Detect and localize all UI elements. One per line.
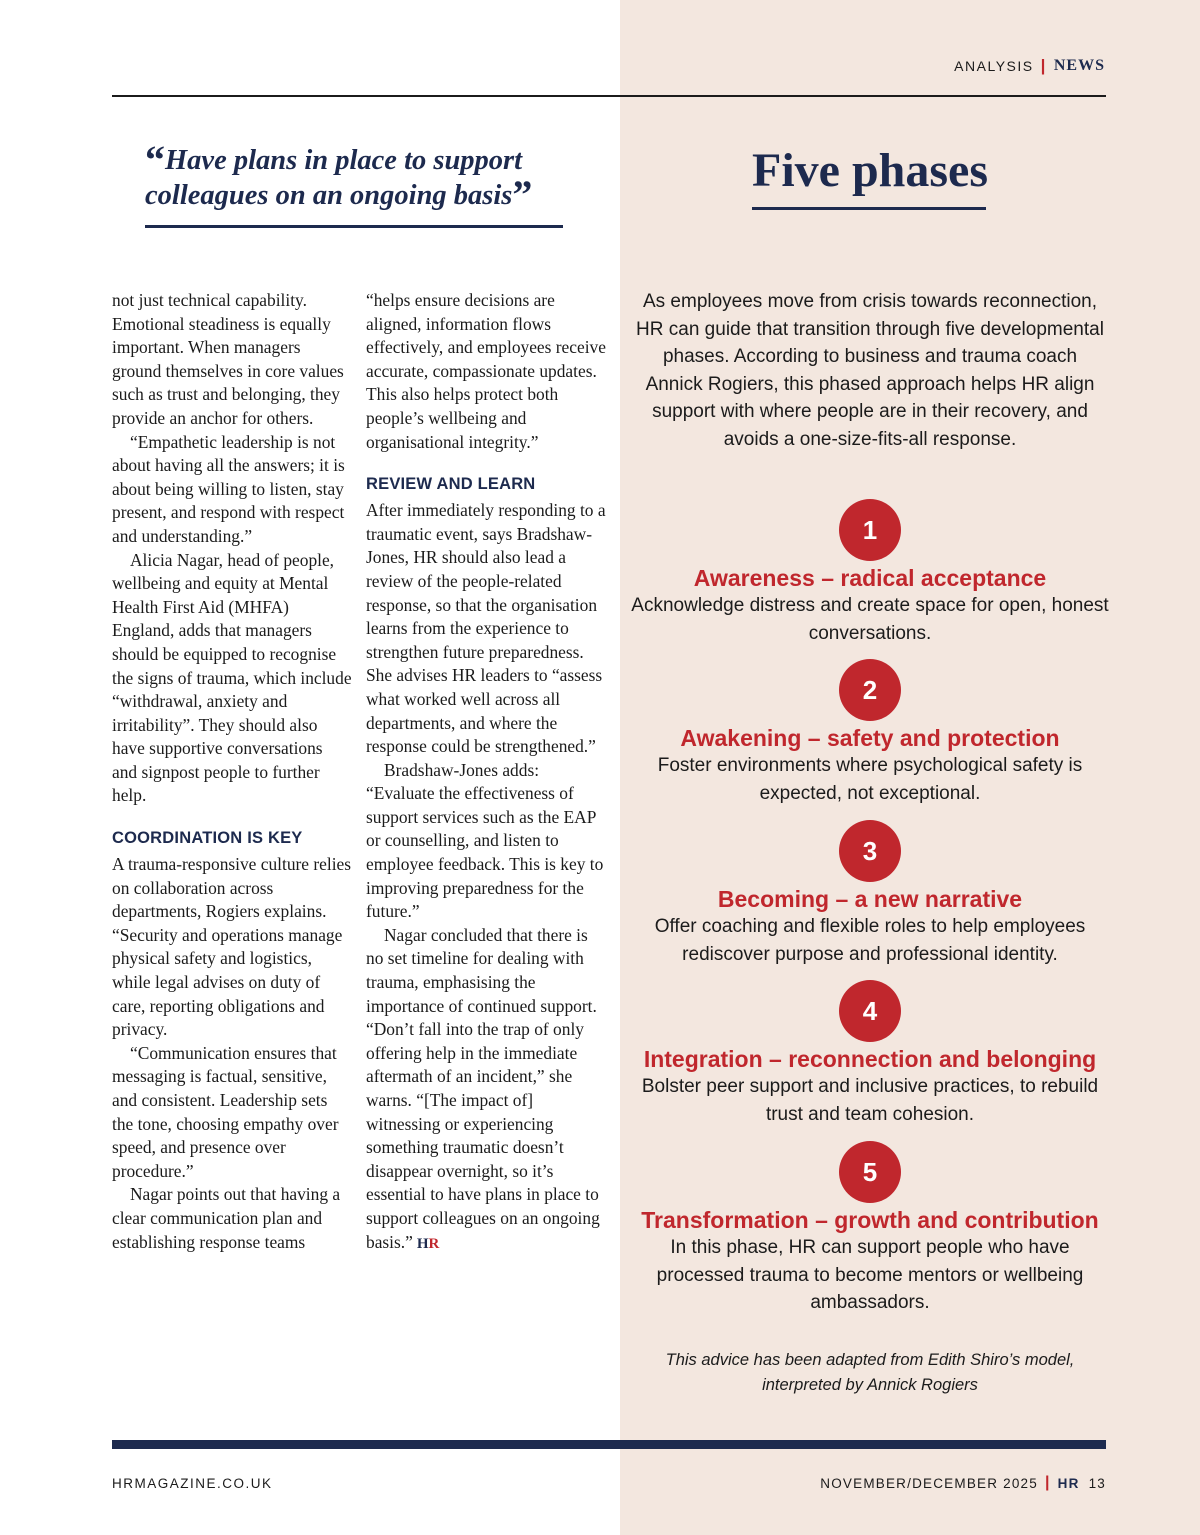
phase-item: [630, 499, 1110, 647]
phase-number-badge: 4: [839, 980, 901, 1042]
section-heading: COORDINATION IS KEY: [112, 829, 303, 848]
section-heading: REVIEW AND LEARN: [366, 475, 536, 494]
open-quote-icon: “: [145, 137, 165, 182]
phase-description: Foster environments where psychological safety is expected, not exceptional.: [657, 755, 1083, 804]
phase-item: [630, 820, 1110, 968]
phase-number-badge: 2: [839, 659, 901, 721]
footer-separator: |: [1044, 1474, 1051, 1491]
hr-end-mark-icon: [417, 1236, 440, 1252]
paragraph: After immediately responding to a traumatic event, says Bradshaw-Jones, HR should also lead a review of the people-related response, so that the organisation learns from the experience to strengthen future preparedness. She advises HR leaders to “assess what worked well across all departments, and where the response could be strengthened.”: [366, 500, 606, 757]
phase-number-badge: 5: [839, 1141, 901, 1203]
phase-number-badge: 3: [839, 820, 901, 882]
phase-title: Integration – reconnection and belonging: [643, 1046, 1097, 1072]
hr-end-mark-h: H: [416, 1235, 429, 1252]
phase-description: Offer coaching and flexible roles to help employees rediscover purpose and professional identity.: [654, 916, 1086, 965]
phase-item: [630, 659, 1110, 807]
category-label: NEWS: [1053, 57, 1105, 74]
close-quote-icon: ”: [512, 172, 533, 217]
bottom-divider: [112, 1440, 1106, 1449]
header-separator: |: [1040, 56, 1047, 75]
phase-description: Acknowledge distress and create space for open, honest conversations.: [631, 595, 1109, 644]
paragraph: “Empathetic leadership is not about having all the answers; it is about being willing to listen, stay present, and respond with respect and understanding.”: [112, 431, 345, 546]
paragraph: Bradshaw-Jones adds: “Evaluate the effectiveness of support services such as the EAP or counselling, and listen to employee feedback. This is key to improving preparedness for the future.”: [366, 759, 604, 922]
footer-brand: HR: [1057, 1475, 1080, 1491]
paragraph: “Communication ensures that messaging is factual, sensitive, and consistent. Leadership sets the tone, choosing empathy over speed, and presence over procedure.”: [112, 1042, 339, 1181]
paragraph-text: Nagar concluded that there is no set timeline for dealing with trauma, emphasising the importance of continued support. “Don’t fall into the trap of only offering help in the immediate aftermath of an incident,” she warns. “[The impact of] witnessing or experiencing something traumatic doesn’t disappear overnight, so it’s essential to have plans in place to support colleagues on an ongoing basis.”: [366, 924, 600, 1252]
phase-item: [630, 1141, 1110, 1317]
page-number: 13: [1088, 1475, 1106, 1491]
footer-issue-date: NOVEMBER/DECEMBER 2025: [820, 1475, 1038, 1491]
paragraph: “helps ensure decisions are aligned, information flows effectively, and employees receive accurate, compassionate updates. This also helps protect both people’s wellbeing and organisational integrity.”: [366, 290, 606, 452]
paragraph: [366, 924, 606, 1256]
phase-title: Transformation – growth and contribution: [641, 1207, 1099, 1233]
article-column-1: [112, 289, 352, 1254]
pull-quote: [145, 137, 575, 217]
phase-title: Awakening – safety and protection: [680, 725, 1060, 751]
sidebar-title-underline: [752, 207, 986, 210]
footer-website: HRMAGAZINE.CO.UK: [112, 1476, 273, 1491]
hr-end-mark-r: R: [428, 1235, 440, 1252]
section-header: [954, 56, 1105, 76]
paragraph: not just technical capability. Emotional steadiness is equally important. When managers ground themselves in core values such as trust and belonging, they provide an anchor for others.: [112, 290, 344, 428]
phase-title: Becoming – a new narrative: [717, 886, 1023, 912]
article-column-2: [366, 289, 606, 1256]
paragraph: A trauma-responsive culture relies on collaboration across departments, Rogiers explains. “Security and operations manage physical safety and logistics, while legal advises on duty of care, reporting obligations and privacy.: [112, 854, 352, 1040]
phase-title: Awareness – radical acceptance: [693, 565, 1047, 591]
sidebar-intro: As employees move from crisis towards reconnection, HR can guide that transition through five developmental phases. According to business and trauma coach Annick Rogiers, this phased approach helps HR align support with where people are in their recovery, and avoids a one-size-fits-all response.: [636, 291, 1104, 450]
phase-description: In this phase, HR can support people who have processed trauma to become mentors or wellbeing ambassadors.: [656, 1237, 1084, 1313]
phase-description: Bolster peer support and inclusive practices, to rebuild trust and team cohesion.: [641, 1076, 1099, 1125]
paragraph: Alicia Nagar, head of people, wellbeing and equity at Mental Health First Aid (MHFA) England, adds that managers should be equipped to recognise the signs of trauma, which include “withdrawal, anxiety and irritability”. They should also have supportive conversations and signpost people to further help.: [112, 549, 352, 806]
phase-number-badge: 1: [839, 499, 901, 561]
sidebar-attribution-note: This advice has been adapted from Edith Shiro’s model, interpreted by Annick Rogiers: [665, 1351, 1075, 1394]
phase-item: [630, 980, 1110, 1128]
top-divider: [112, 95, 1106, 97]
footer-issue-info: [820, 1474, 1106, 1492]
section-label: ANALYSIS: [954, 58, 1034, 74]
pull-quote-underline: [145, 225, 563, 228]
paragraph: Nagar points out that having a clear communication plan and establishing response teams: [112, 1184, 341, 1252]
pull-quote-text: Have plans in place to support colleagues on an ongoing basis: [145, 145, 523, 211]
sidebar-title: Five phases: [752, 144, 989, 197]
